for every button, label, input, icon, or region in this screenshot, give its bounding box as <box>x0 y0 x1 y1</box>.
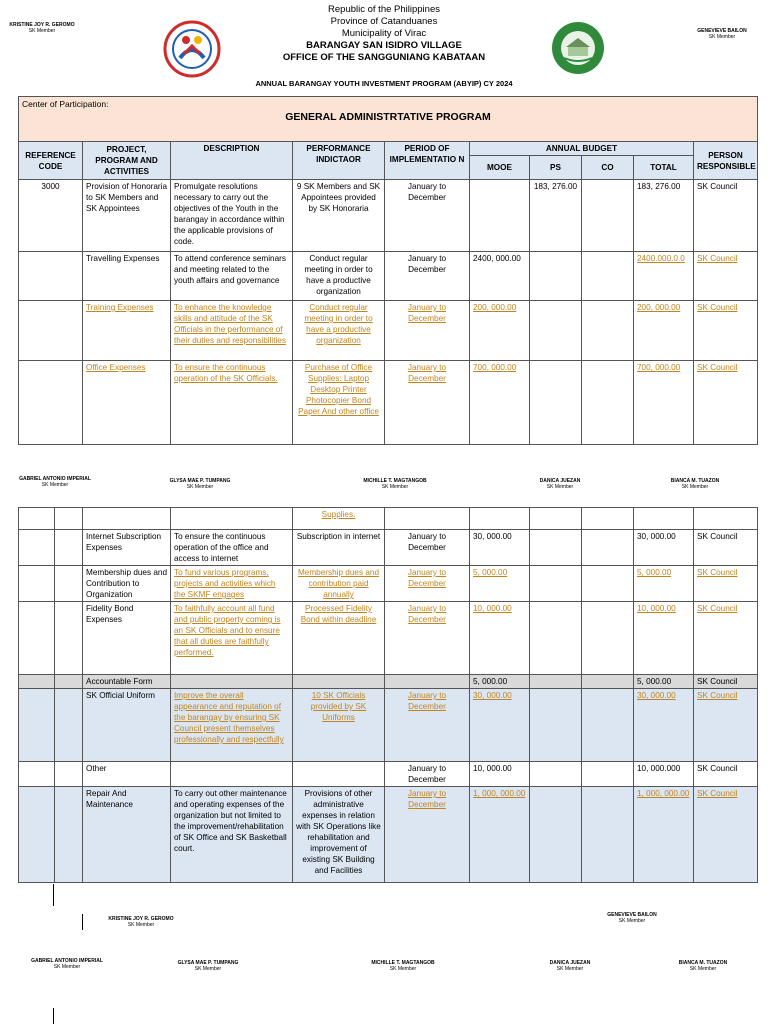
cell-blank <box>55 602 83 675</box>
cell-perf: Supplies. <box>293 508 385 530</box>
border-fragment <box>82 914 83 930</box>
cell-person: SK Council <box>694 301 758 361</box>
border-fragment <box>53 884 54 906</box>
center-of-participation <box>19 97 758 142</box>
cell-person: SK Council <box>694 787 758 883</box>
cell-ps <box>530 762 582 787</box>
cell-total: 10, 000.00 <box>634 602 694 675</box>
header-budget: ANNUAL BUDGET <box>470 142 694 156</box>
cell-total <box>634 508 694 530</box>
signatory-name: MICHILLE T. MAGTANGOB <box>371 960 435 966</box>
cell-ref <box>19 301 83 361</box>
cell-period: January to December <box>385 530 470 566</box>
table-row <box>19 762 758 787</box>
cell-ref: 3000 <box>19 180 83 252</box>
sk-logo-icon <box>160 20 224 78</box>
cell-mooe: 1, 000, 000.00 <box>470 787 530 883</box>
cell-perf: Provisions of other administrative expenses in relation with SK Operations like rehabilitation and improvement of existing SK Building and Facilities <box>293 787 385 883</box>
cell-ppa: SK Official Uniform <box>83 689 171 762</box>
signatory-role: SK Member <box>53 964 81 970</box>
budget-table-page1 <box>18 96 758 445</box>
cell-mooe: 200, 000.00 <box>470 301 530 361</box>
cell-perf: 10 SK Officials provided by SK Uniforms <box>293 689 385 762</box>
cell-person: SK Council <box>694 762 758 787</box>
cell-ps <box>530 252 582 301</box>
cell-ppa: Other <box>83 762 171 787</box>
signatory-name: KRISTINE JOY R. GEROMO <box>108 916 174 922</box>
cell-desc: To attend conference seminars and meeting related to the youth affairs and governance <box>171 252 293 301</box>
cell-mooe: 700, 000.00 <box>470 361 530 445</box>
signatory-role: SK Member <box>556 966 584 972</box>
cell-perf: Purchase of Office Supplies: Laptop Desktop Printer Photocopier Bond Paper And other office <box>293 361 385 445</box>
cell-total: 5, 000.00 <box>634 566 694 602</box>
signatory-bottom-top-1 <box>96 916 186 928</box>
cell-ppa: Training Expenses <box>83 301 171 361</box>
table-row <box>19 675 758 689</box>
cell-total: 200, 000.00 <box>634 301 694 361</box>
cell-co <box>582 566 634 602</box>
cell-mooe: 5, 000.00 <box>470 675 530 689</box>
border-fragment <box>53 1008 54 1024</box>
header-line-4: BARANGAY SAN ISIDRO VILLAGE <box>306 40 462 51</box>
signatory-bottom-2 <box>163 960 253 972</box>
cell-desc <box>171 675 293 689</box>
header-co: CO <box>582 156 634 180</box>
cell-person <box>694 508 758 530</box>
cell-blank <box>19 787 55 883</box>
cell-ps <box>530 508 582 530</box>
cell-person: SK Council <box>694 566 758 602</box>
cell-ps: 183, 276.00 <box>530 180 582 252</box>
signatory-top-right <box>682 28 762 40</box>
cell-ps <box>530 602 582 675</box>
signatory-mid-2 <box>155 478 245 490</box>
cell-desc: To ensure the continuous operation of the office and access to internet <box>171 530 293 566</box>
cell-person: SK Council <box>694 252 758 301</box>
header-total: TOTAL <box>634 156 694 180</box>
signatory-name: GLYSA MAE P. TUMPANG <box>177 960 239 966</box>
cell-period <box>385 675 470 689</box>
header-line-5: OFFICE OF THE SANGGUNIANG KABATAAN <box>282 52 486 63</box>
table-row <box>19 508 758 530</box>
signatory-name: DANICA JUEZAN <box>539 478 581 484</box>
cell-ppa: Internet Subscription Expenses <box>83 530 171 566</box>
section-title: GENERAL ADMINISTRTATIVE PROGRAM <box>285 111 491 123</box>
cell-perf: Subscription in internet <box>293 530 385 566</box>
signatory-name: MICHILLE T. MAGTANGOB <box>363 478 427 484</box>
signatory-role: SK Member <box>381 484 409 490</box>
cell-blank <box>19 530 55 566</box>
table-row <box>19 180 758 252</box>
cell-ps <box>530 566 582 602</box>
cell-ps <box>530 689 582 762</box>
cell-co <box>582 787 634 883</box>
cell-perf: Processed Fidelity Bond within deadline <box>293 602 385 675</box>
cell-desc: To carry out other maintenance and operating expenses of the organization but not limited to the improvement/rehabilitation of SK Office and SK Basketball court. <box>171 787 293 883</box>
cell-blank <box>55 566 83 602</box>
cell-period: January to December <box>385 301 470 361</box>
cell-perf <box>293 675 385 689</box>
cell-blank <box>55 530 83 566</box>
cell-period <box>385 508 470 530</box>
header-ref: REFERENCE CODE <box>19 142 83 180</box>
cell-total: 30, 000.00 <box>634 530 694 566</box>
header-mooe: MOOE <box>470 156 530 180</box>
cell-period: January to December <box>385 252 470 301</box>
cell-mooe: 30, 000.00 <box>470 530 530 566</box>
cell-ppa: Office Expenses <box>83 361 171 445</box>
cell-perf <box>293 762 385 787</box>
cell-total: 183, 276.00 <box>634 180 694 252</box>
cell-desc: To ensure the continuous operation of the SK Officials. <box>171 361 293 445</box>
cell-person: SK Council <box>694 689 758 762</box>
cell-period: January to December <box>385 180 470 252</box>
header-ps: PS <box>530 156 582 180</box>
table-row <box>19 787 758 883</box>
cell-ppa: Repair And Maintenance <box>83 787 171 883</box>
cell-person: SK Council <box>694 361 758 445</box>
header-person: PERSON RESPONSIBLE <box>694 142 758 180</box>
cell-total: 1, 000, 000.00 <box>634 787 694 883</box>
cell-desc: To enhance the knowledge skills and attitude of the SK Officials in the performance of their duties and responsibilities <box>171 301 293 361</box>
program-title: ANNUAL BARANGAY YOUTH INVESTMENT PROGRAM (ABYIP) CY 2024 <box>255 79 513 88</box>
signatory-role: SK Member <box>194 966 222 972</box>
cell-person: SK Council <box>694 530 758 566</box>
cell-perf: Conduct regular meeting in order to have a productive organization <box>293 252 385 301</box>
cell-mooe: 10, 000.00 <box>470 762 530 787</box>
document-header <box>230 4 538 64</box>
signatory-role: SK Member <box>708 34 736 40</box>
signatory-bottom-top-2 <box>592 912 672 924</box>
signatory-role: SK Member <box>546 484 574 490</box>
signatory-name: GABRIEL ANTONIO IMPERIAL <box>31 958 103 964</box>
cell-blank <box>55 787 83 883</box>
signatory-role: SK Member <box>689 966 717 972</box>
cell-blank <box>19 689 55 762</box>
cell-mooe: 30, 000.00 <box>470 689 530 762</box>
cell-period: January to December <box>385 762 470 787</box>
cell-ppa <box>83 508 171 530</box>
cell-ref <box>19 252 83 301</box>
signatory-name: BIANCA M. TUAZON <box>678 960 728 966</box>
signatory-role: SK Member <box>127 922 155 928</box>
budget-table-page2 <box>18 507 758 883</box>
cell-ppa: Accountable Form <box>83 675 171 689</box>
header-line-1: Republic of the Philippines <box>328 4 440 15</box>
cell-ps <box>530 530 582 566</box>
cell-desc <box>171 508 293 530</box>
signatory-role: SK Member <box>186 484 214 490</box>
cell-mooe <box>470 180 530 252</box>
cell-desc: Improve the overall appearance and reputation of the barangay by ensuring SK Council present themselves professionally and respectfully <box>171 689 293 762</box>
header-period: PERIOD OF IMPLEMENTATIO N <box>385 142 470 180</box>
cell-period: January to December <box>385 361 470 445</box>
cell-co <box>582 530 634 566</box>
cell-total: 700, 000.00 <box>634 361 694 445</box>
cell-period: January to December <box>385 689 470 762</box>
cell-ps <box>530 675 582 689</box>
signatory-mid-4 <box>520 478 600 490</box>
cell-desc <box>171 762 293 787</box>
cell-co <box>582 301 634 361</box>
cell-co <box>582 361 634 445</box>
cell-blank <box>55 508 83 530</box>
cell-total: 2400.000.0 0 <box>634 252 694 301</box>
cell-blank <box>55 762 83 787</box>
cell-period: January to December <box>385 566 470 602</box>
cell-desc: To faithfully account all fund and public property coming is an SK Officials and to ensure that all duties are faithfully performed. <box>171 602 293 675</box>
cell-mooe: 2400, 000.00 <box>470 252 530 301</box>
signatory-mid-5 <box>650 478 740 490</box>
signatory-role: SK Member <box>41 482 69 488</box>
header-perf: PERFORMANCE INDICTAOR <box>293 142 385 180</box>
header-line-2: Province of Catanduanes <box>330 16 438 27</box>
cell-co <box>582 180 634 252</box>
signatory-name: KRISTINE JOY R. GEROMO <box>9 22 75 28</box>
signatory-role: SK Member <box>389 966 417 972</box>
cell-mooe: 5, 000.00 <box>470 566 530 602</box>
table-row <box>19 689 758 762</box>
cell-ps <box>530 787 582 883</box>
signatory-bottom-1 <box>22 958 112 970</box>
cell-ppa: Fidelity Bond Expenses <box>83 602 171 675</box>
cell-blank <box>19 508 55 530</box>
cell-perf: 9 SK Members and SK Appointees provided by SK Honoraria <box>293 180 385 252</box>
cell-ppa: Provision of Honoraria to SK Members and SK Appointees <box>83 180 171 252</box>
signatory-bottom-4 <box>530 960 610 972</box>
cell-ppa: Travelling Expenses <box>83 252 171 301</box>
cell-desc: To fund various programs, projects and activities which the SKMF engages <box>171 566 293 602</box>
signatory-mid-1 <box>10 476 100 488</box>
cell-person: SK Council <box>694 180 758 252</box>
cell-person: SK Council <box>694 602 758 675</box>
cell-desc: Promulgate resolutions necessary to carry out the objectives of the Youth in the barangay in accordance within the applicable provisions of code. <box>171 180 293 252</box>
cell-total: 30, 000.00 <box>634 689 694 762</box>
signatory-role: SK Member <box>681 484 709 490</box>
cell-total: 5, 000.00 <box>634 675 694 689</box>
cell-period: January to December <box>385 602 470 675</box>
table-row <box>19 566 758 602</box>
cell-person: SK Council <box>694 675 758 689</box>
signatory-name: GABRIEL ANTONIO IMPERIAL <box>19 476 91 482</box>
cell-blank <box>19 675 55 689</box>
cell-co <box>582 675 634 689</box>
signatory-name: GENEVIEVE BAILON <box>607 912 657 918</box>
cell-co <box>582 762 634 787</box>
barangay-seal-icon <box>550 20 606 76</box>
signatory-bottom-3 <box>358 960 448 972</box>
cell-co <box>582 252 634 301</box>
signatory-name: GLYSA MAE P. TUMPANG <box>169 478 231 484</box>
signatory-name: DANICA JUEZAN <box>549 960 591 966</box>
cell-total: 10, 000.000 <box>634 762 694 787</box>
cell-blank <box>19 602 55 675</box>
header-desc: DESCRIPTION <box>171 142 293 180</box>
signatory-name: BIANCA M. TUAZON <box>670 478 720 484</box>
cell-perf: Conduct regular meeting in order to have a productive organization <box>293 301 385 361</box>
signatory-role: SK Member <box>28 28 56 34</box>
cell-co <box>582 602 634 675</box>
cell-period: January to December <box>385 787 470 883</box>
signatory-role: SK Member <box>618 918 646 924</box>
cell-blank <box>19 566 55 602</box>
cell-blank <box>19 762 55 787</box>
table-row <box>19 361 758 445</box>
table-row <box>19 602 758 675</box>
table-row <box>19 530 758 566</box>
cell-ppa: Membership dues and Contribution to Organization <box>83 566 171 602</box>
signatory-bottom-5 <box>658 960 748 972</box>
cell-ref <box>19 361 83 445</box>
cell-blank <box>55 689 83 762</box>
cell-ps <box>530 301 582 361</box>
table-row <box>19 252 758 301</box>
center-label: Center of Participation: <box>22 99 109 109</box>
signatory-mid-3 <box>350 478 440 490</box>
cell-blank <box>55 675 83 689</box>
header-ppa: PROJECT, PROGRAM AND ACTIVITIES <box>83 142 171 180</box>
signatory-name: GENEVIEVE BAILON <box>697 28 747 34</box>
cell-co <box>582 508 634 530</box>
cell-co <box>582 689 634 762</box>
header-line-3: Municipality of Virac <box>341 28 427 39</box>
cell-mooe: 10, 000.00 <box>470 602 530 675</box>
cell-ps <box>530 361 582 445</box>
cell-mooe <box>470 508 530 530</box>
table-row <box>19 301 758 361</box>
cell-perf: Membership dues and contribution paid annually <box>293 566 385 602</box>
signatory-top-left <box>2 22 82 34</box>
